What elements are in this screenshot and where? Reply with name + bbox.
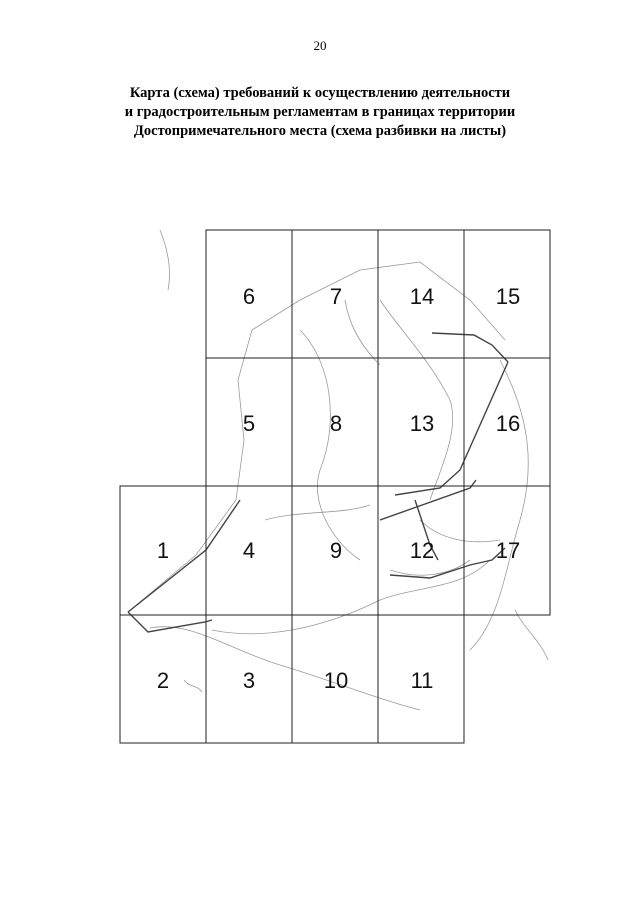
sheet-label-17: 17 — [495, 538, 521, 563]
sheet-label-9: 9 — [329, 538, 343, 563]
sheet-label-1: 1 — [156, 538, 170, 563]
sheet-label-6: 6 — [242, 284, 256, 309]
sheet-label-7: 7 — [329, 284, 343, 309]
sheet-label-4: 4 — [242, 538, 256, 563]
sheet-label-10: 10 — [323, 668, 349, 693]
sheet-label-3: 3 — [242, 668, 256, 693]
sheet-labels — [157, 284, 520, 693]
sheet-label-13: 13 — [409, 411, 435, 436]
title-line-3: Достопримечательного места (схема разбивки на листы) — [133, 123, 507, 139]
page-number: 20 — [313, 38, 327, 53]
sheet-label-2: 2 — [156, 668, 170, 693]
sheet-label-11: 11 — [410, 668, 434, 693]
territory-boundary — [128, 333, 508, 632]
sheet-label-8: 8 — [329, 411, 343, 436]
title-line-2: и градостроительным регламентам в границах территории — [124, 104, 516, 120]
sheet-label-12: 12 — [409, 538, 435, 563]
sheet-label-15: 15 — [495, 284, 521, 309]
title-line-1: Карта (схема) требований к осуществлению деятельности — [129, 85, 511, 101]
sheet-label-16: 16 — [495, 411, 521, 436]
sheet-label-5: 5 — [242, 411, 256, 436]
sheet-label-14: 14 — [409, 284, 435, 309]
